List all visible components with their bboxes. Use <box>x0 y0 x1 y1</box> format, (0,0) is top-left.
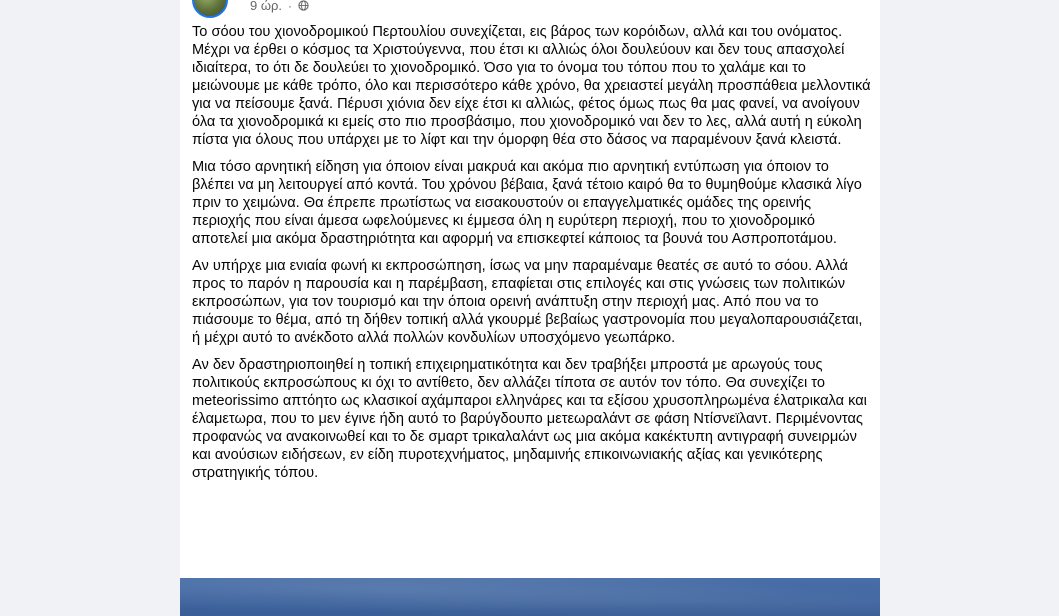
globe-icon <box>298 0 309 11</box>
avatar[interactable] <box>192 0 228 18</box>
post-paragraph: Αν δεν δραστηριοποιηθεί η τοπική επιχειρηματικότητα και δεν τραβήξει μπροστά με αρωγούς τους πολιτικούς εκπροσώπους κι όχι το αντίθετο, δεν αλλάζει τίποτα σε αυτόν τον τόπο. Θα συνεχίζει το meteorissimo απτόητο ως κλασικοί αχάμπαροι ελληνάρες και τα εξίσου χρυσοπληρωμένα έλατρικαλα και έλαμετωρα, που το μεν έγινε ήδη αυτό το βαρύγδουπο μετεωραλάντ σε φάση Ντίσνεϊλαντ. Περιμένοντας προφανώς να ανακοινωθεί και το δε σμαρτ τρικαλαλάντ ως μια ακόμα κακέκτυπη αντιγραφή συνειρμών και ανούσιων ειδήσεων, εν είδη πυροτεχνήματος, μηδαμινής επικοινωνιακής αξίας και γενικότερης στρατηγικής τόπου. <box>192 357 867 481</box>
post-card <box>180 0 880 578</box>
post-paragraph: Αν υπήρχε μια ενιαία φωνή κι εκπροσώπηση, ίσως να μην παραμέναμε θεατές σε αυτό το σόου. Αλλά προς το παρόν η παρουσία και η παρέμβαση, επαφίεται στις επιλογές και στις γνώσεις των πολιτικών εκπροσώπων, για τον τουρισμό και την όποια ορεινή ανάπτυξη στην περιοχή μας. Από που να το πιάσουμε το θέμα, από τη δήθεν τοπική αλλά γκουρμέ βεβαίως γαστρονομία που μεγαλοπαρουσιάζεται, ή μέχρι αυτό το ανέκδοτο αλλά πολλών κονδυλίων υποσχόμενο γεωπάρκο. <box>192 258 863 346</box>
post-paragraph: Το σόου του χιονοδρομικού Περτουλίου συνεχίζεται, εις βάρος των κορόιδων, αλλά και του ονόματος. Μέχρι να έρθει ο κόσμος τα Χριστούγεννα, που έτσι κι αλλιώς όλοι δουλεύουν και δεν τους απασχολεί ιδιαίτερα, το ότι δε δουλεύει το χιονοδρομικό. Όσο για το όνομα του τόπου που το χαλάμε και το μειώνουμε με κάθε τρόπο, όλο και περισσότερο κάθε χρόνο, θα χρειαστεί μεγάλη προσπάθεια μελλοντικά για να πείσουμε ξανά. Πέρυσι χιόνια δεν είχε έτσι κι αλλιώς, φέτος όμως πως θα μας φανεί, να ανοίγουν όλα τα χιονοδρομικά κι εμείς στο πιο προσβάσιμο, που χιονοδρομικό ναι δεν το λες, αλλά αυτή η εύκολη πίστα για όλους που υπάρχει με το λίφτ και την όμορφη θέα στο δάσος να παραμένουν ξανά κλειστά. <box>192 24 871 148</box>
post-text <box>192 23 872 491</box>
post-header <box>192 0 309 18</box>
post-meta <box>250 0 309 13</box>
post-image[interactable] <box>180 578 880 616</box>
post-timestamp[interactable]: 9 ώρ. <box>250 0 282 13</box>
meta-separator: · <box>288 0 292 13</box>
post-paragraph: Μια τόσο αρνητική είδηση για όποιον είναι μακρυά και ακόμα πιο αρνητική εντύπωση για όποιον το βλέπει να μη λειτουργεί από κοντά. Του χρόνου βέβαια, ξανά τέτοιο καιρό θα το θυμηθούμε κλασικά λίγο πριν το χειμώνα. Θα έπρεπε πρωτίστως να εισακουστούν οι επαγγελματικές ομάδες της ορεινής περιοχής που είναι άμεσα ωφελούμενες κι έμμεσα όλη η ευρύτερη περιοχή, που το χιονοδρομικό αποτελεί μια ακόμα δραστηριότητα και αφορμή να επισκεφτεί κάποιος τα βουνά του Ασπροποτάμου. <box>192 159 862 247</box>
